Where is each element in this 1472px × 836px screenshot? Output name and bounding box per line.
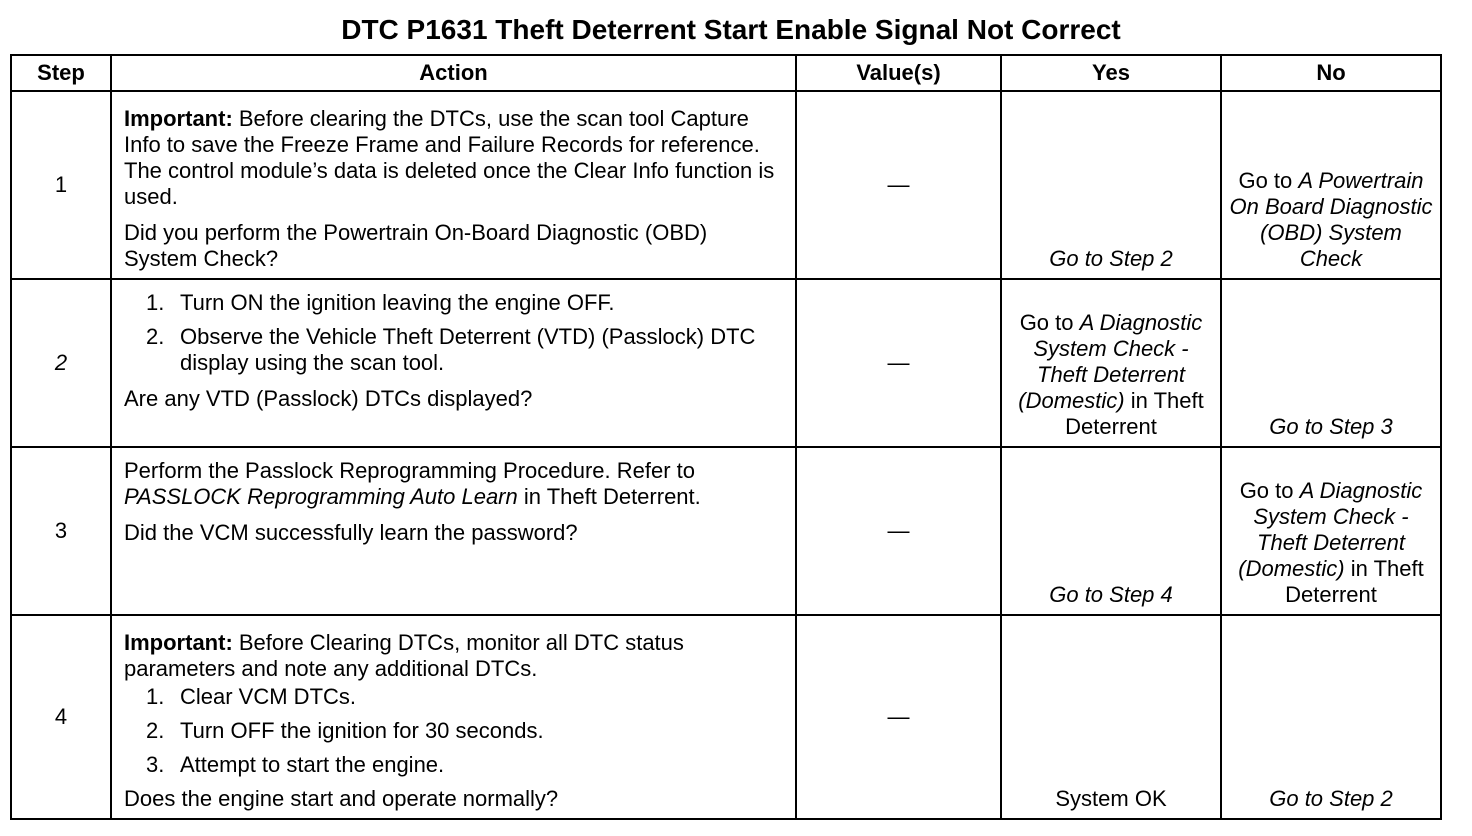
no-cell	[1221, 447, 1441, 615]
header-action: Action	[111, 55, 796, 91]
action-cell	[111, 91, 796, 279]
yes-cell	[1001, 447, 1221, 615]
step-question: Are any VTD (Passlock) DTCs displayed?	[124, 386, 533, 411]
no-link[interactable]: Go to Step 2	[1269, 786, 1393, 811]
yes-cell	[1001, 615, 1221, 819]
action-cell	[111, 447, 796, 615]
yes-link[interactable]: Go to Step 2	[1049, 246, 1173, 271]
reference-link[interactable]: PASSLOCK Reprogramming Auto Learn	[124, 484, 518, 509]
diagnostic-table	[10, 54, 1442, 820]
value-cell: —	[796, 91, 1001, 279]
step-question: Does the engine start and operate normally?	[124, 786, 559, 811]
step-list	[124, 684, 783, 778]
yes-link[interactable]: A Diagnostic System Check - Theft Deterrent (Domestic)	[1018, 310, 1203, 413]
header-step: Step	[11, 55, 111, 91]
yes-cell	[1001, 91, 1221, 279]
value-cell: —	[796, 447, 1001, 615]
value-cell: —	[796, 615, 1001, 819]
step-instruction: Perform the Passlock Reprogramming Procedure. Refer to PASSLOCK Reprogramming Auto Learn in Theft Deterrent.	[124, 458, 701, 509]
table-row	[11, 91, 1441, 279]
no-link[interactable]: Go to Step 3	[1269, 414, 1393, 439]
no-cell	[1221, 279, 1441, 447]
no-prefix: Go to	[1238, 168, 1299, 193]
step-question: Did the VCM successfully learn the password?	[124, 520, 578, 545]
value-cell: —	[796, 279, 1001, 447]
yes-prefix: Go to	[1019, 310, 1080, 335]
important-text: Before clearing the DTCs, use the scan tool Capture Info to save the Freeze Frame and Failure Records for reference. The control module’s data is deleted once the Clear Info function is used.	[124, 106, 775, 209]
yes-suffix: in Theft Deterrent	[1065, 388, 1204, 439]
header-yes: Yes	[1001, 55, 1221, 91]
step-question: Did you perform the Powertrain On-Board Diagnostic (OBD) System Check?	[124, 220, 708, 271]
step-number: 2	[11, 279, 111, 447]
no-cell	[1221, 91, 1441, 279]
step-number: 1	[11, 91, 111, 279]
yes-cell	[1001, 279, 1221, 447]
page-title: DTC P1631 Theft Deterrent Start Enable Signal Not Correct	[341, 14, 1121, 45]
important-note	[124, 630, 783, 682]
step-number: 4	[11, 615, 111, 819]
header-no: No	[1221, 55, 1441, 91]
important-label: Important:	[124, 630, 233, 655]
yes-result: System OK	[1055, 786, 1167, 811]
list-item: 3. Attempt to start the engine.	[146, 752, 445, 777]
list-item: 2. Turn OFF the ignition for 30 seconds.	[146, 718, 544, 743]
action-cell	[111, 615, 796, 819]
important-label: Important:	[124, 106, 233, 131]
list-item: 1. Clear VCM DTCs.	[146, 684, 357, 709]
table-row	[11, 447, 1441, 615]
yes-link[interactable]: Go to Step 4	[1049, 582, 1173, 607]
no-cell	[1221, 615, 1441, 819]
header-row	[11, 55, 1441, 91]
no-link[interactable]: A Diagnostic System Check - Theft Deterrent (Domestic)	[1238, 478, 1423, 581]
no-prefix: Go to	[1239, 478, 1300, 503]
list-item: 2. Observe the Vehicle Theft Deterrent (VTD) (Passlock) DTC display using the scan tool.	[146, 324, 756, 375]
action-cell	[111, 279, 796, 447]
table-row	[11, 615, 1441, 819]
important-text: Before Clearing DTCs, monitor all DTC status parameters and note any additional DTCs.	[124, 630, 684, 681]
list-item: 1. Turn ON the ignition leaving the engine OFF.	[146, 290, 615, 315]
no-link[interactable]: A Powertrain On Board Diagnostic (OBD) System Check	[1229, 168, 1433, 271]
step-list	[124, 290, 783, 376]
important-note	[124, 106, 783, 210]
step-number: 3	[11, 447, 111, 615]
table-row	[11, 279, 1441, 447]
no-suffix: in Theft Deterrent	[1285, 556, 1424, 607]
header-values: Value(s)	[796, 55, 1001, 91]
